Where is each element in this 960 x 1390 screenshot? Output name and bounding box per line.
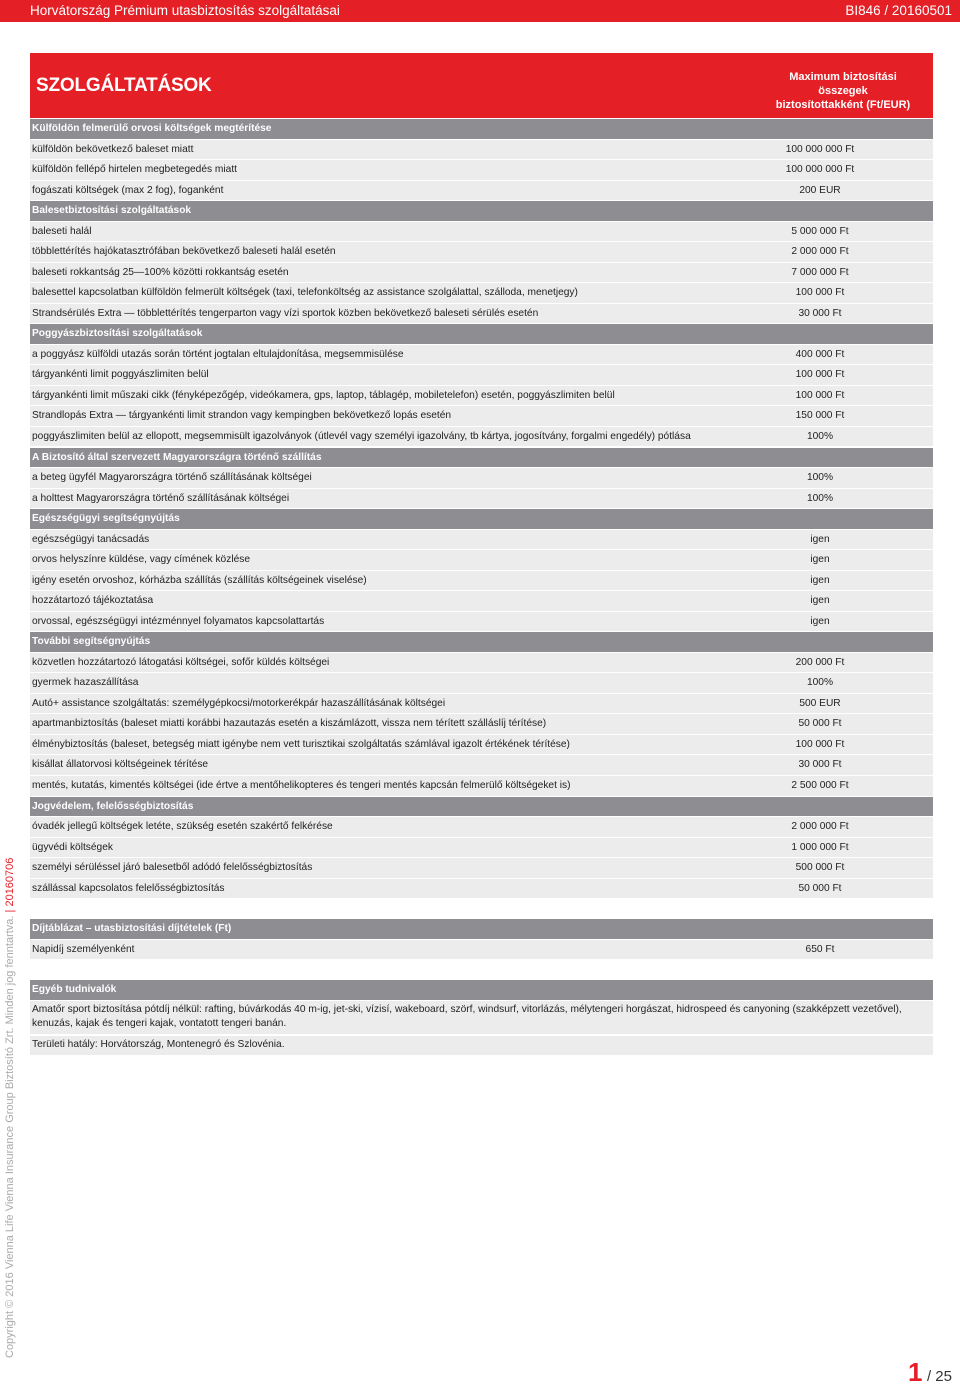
section-header: [30, 324, 933, 344]
services-table: [30, 119, 933, 899]
table-row: [30, 365, 933, 385]
row-label: baleseti halál: [32, 225, 92, 237]
row-value: 30 000 Ft: [798, 307, 842, 319]
table-row: [30, 427, 933, 447]
row-value: 100%: [806, 430, 834, 442]
copyright-code: 20160706: [4, 857, 16, 907]
row-label: külföldön bekövetkező baleset miatt: [32, 143, 194, 155]
row-value: 500 EUR: [799, 697, 841, 709]
table-row: [30, 283, 933, 303]
row-value: 100 000 000 Ft: [785, 143, 855, 155]
row-value: 150 000 Ft: [795, 410, 845, 422]
table-row: [30, 181, 933, 201]
table-row: [30, 386, 933, 406]
page-number: [908, 1357, 952, 1388]
services-title: SZOLGÁLTATÁSOK: [36, 75, 212, 96]
table-row: [30, 755, 933, 775]
section-header: [30, 201, 933, 221]
other-info-section-header: [30, 980, 933, 1000]
document-title: Horvátország Prémium utasbiztosítás szolgáltatásai: [30, 3, 340, 18]
table-row: [30, 735, 933, 755]
row-value: igen: [810, 574, 830, 586]
other-info-title: Egyéb tudnivalók: [32, 984, 117, 995]
row-label: óvadék jellegű költségek letéte, szükség esetén szakértő felkérése: [32, 821, 333, 833]
table-row: [30, 406, 933, 426]
row-label: mentés, kutatás, kimentés költségei (ide értve a mentőhelikopteres és tengeri mentés kapcsán felmerülő költségeket is): [32, 780, 571, 791]
row-value: 2 000 000 Ft: [791, 821, 849, 833]
table-row: [30, 571, 933, 591]
section-header: [30, 632, 933, 652]
fee-value: 650 Ft: [805, 943, 835, 955]
row-label: Strandsérülés Extra — többlettérítés tengerparton vagy vízi sportok közben bekövetkező baleseti sérülés esetén: [32, 307, 539, 319]
row-label: orvossal, egészségügyi intézménnyel folyamatos kapcsolattartás: [32, 615, 325, 627]
row-label: hozzátartozó tájékoztatása: [32, 595, 154, 607]
table-row: [30, 140, 933, 160]
row-label: szállással kapcsolatos felelősségbiztosítás: [32, 882, 225, 894]
copyright-sidebar: [4, 858, 16, 1358]
row-value: 100%: [806, 492, 834, 504]
row-label: élménybiztosítás (baleset, betegség miatt igénybe nem vett turisztikai szolgáltatás számlával igazolt értékének térítése): [32, 738, 570, 750]
row-value: igen: [810, 615, 830, 627]
row-value: 2 500 000 Ft: [791, 780, 849, 791]
table-row: [30, 858, 933, 878]
row-label: tárgyankénti limit poggyászlimiten belül: [32, 369, 209, 381]
row-value: 200 000 Ft: [795, 656, 845, 668]
row-value: 1 000 000 Ft: [791, 841, 849, 853]
amateur-sports-paragraph: Amatőr sport biztosítása pótdíj nélkül: rafting, búvárkodás 40 m-ig, jet-ski, vízisí, wakeboard, szörf, windsurf, vitorlázás, mélytengeri horgászat, hidrospeed és canyoning (szakképzett vezetővel), kenuzás, kajak és tengeri kajak, vontatott tengeri banán.: [30, 1001, 933, 1034]
section-title: További segítségnyújtás: [32, 636, 151, 648]
row-label: Autó+ assistance szolgáltatás: személygépkocsi/motorkerékpár hazaszállításának költségei: [32, 697, 446, 709]
section-header: [30, 797, 933, 817]
table-row: [30, 879, 933, 899]
row-label: balesettel kapcsolatban külföldön felmerült költségek (taxi, telefonköltség az assistance szolgálattal, szálloda, menetjegy): [32, 287, 578, 299]
copyright-separator: |: [4, 909, 16, 913]
row-label: kisállat állatorvosi költségeinek térítése: [32, 759, 209, 771]
row-value: 30 000 Ft: [798, 759, 842, 771]
territorial-scope-paragraph: Területi hatály: Horvátország, Montenegró és Szlovénia.: [30, 1036, 933, 1055]
row-label: gyermek hazaszállítása: [32, 677, 139, 689]
top-bar: [0, 0, 960, 22]
services-header: [30, 53, 933, 118]
section-header: [30, 509, 933, 529]
row-label: fogászati költségek (max 2 fog), foganként: [32, 184, 224, 196]
section-header: [30, 119, 933, 139]
table-row: [30, 653, 933, 673]
row-label: a beteg ügyfél Magyarországra történő szállításának költségei: [32, 472, 312, 484]
fees-title: Díjtáblázat – utasbiztosítási díjtételek (Ft): [32, 923, 232, 934]
fees-block: [30, 919, 933, 960]
fee-row: [30, 940, 933, 960]
section-header: [30, 448, 933, 468]
row-value: 100 000 Ft: [795, 389, 845, 401]
fee-label: Napidíj személyenként: [32, 943, 135, 955]
row-value: igen: [810, 595, 830, 607]
row-value: 100 000 Ft: [795, 738, 845, 750]
row-label: igény esetén orvoshoz, kórházba szállítás (szállítás költségeinek viselése): [32, 574, 367, 586]
row-value: 100 000 Ft: [795, 287, 845, 299]
table-row: [30, 530, 933, 550]
row-value: 50 000 Ft: [798, 882, 842, 894]
table-row: [30, 612, 933, 632]
table-row: [30, 673, 933, 693]
row-label: személyi sérüléssel járó balesetből adódó felelősségbiztosítás: [32, 862, 313, 874]
max-amounts-line1: Maximum biztosítási összegek: [789, 71, 897, 97]
table-row: [30, 263, 933, 283]
row-label: a poggyász külföldi utazás során történt jogtalan eltulajdonítása, megsemmisülése: [32, 348, 404, 360]
row-label: közvetlen hozzátartozó látogatási költségei, sofőr küldés költségei: [32, 656, 330, 668]
row-value: 200 EUR: [799, 184, 841, 196]
row-value: 100%: [806, 677, 834, 689]
table-row: [30, 591, 933, 611]
row-label: külföldön fellépő hirtelen megbetegedés miatt: [32, 164, 238, 176]
section-title: Poggyászbiztosítási szolgáltatások: [32, 328, 203, 340]
table-row: [30, 222, 933, 242]
table-row: [30, 242, 933, 262]
row-value: 7 000 000 Ft: [791, 266, 849, 278]
section-title: A Biztosító által szervezett Magyarországra történő szállítás: [32, 451, 322, 463]
row-label: orvos helyszínre küldése, vagy címének közlése: [32, 554, 251, 566]
row-label: poggyászlimiten belül az ellopott, megsemmisült igazolványok (útlevél vagy személyi igazolvány, tb kártya, jogosítvány, forgalmi engedély) pótlása: [32, 430, 691, 442]
table-row: [30, 694, 933, 714]
row-label: egészségügyi tanácsadás: [32, 533, 150, 545]
row-value: 100 000 Ft: [795, 369, 845, 381]
row-label: a holttest Magyarországra történő szállításának költségei: [32, 492, 290, 504]
row-label: többlettérítés hajókatasztrófában bekövetkező baleseti halál esetén: [32, 246, 336, 258]
row-label: apartmanbiztosítás (baleset miatti korábbi hazautazás esetén a kiszámlázott, vissza nem térített szálláslíj térítése): [32, 718, 547, 730]
table-row: [30, 838, 933, 858]
table-row: [30, 550, 933, 570]
row-value: 100 000 000 Ft: [785, 164, 855, 176]
row-label: tárgyankénti limit műszaki cikk (fényképezőgép, videókamera, gps, laptop, táblagép, mobiletelefon) esetén, poggyászlimiten belül: [32, 389, 615, 401]
section-title: Egészségügyi segítségnyújtás: [32, 513, 180, 525]
row-label: baleseti rokkantság 25—100% közötti rokkantság esetén: [32, 266, 289, 278]
table-row: [30, 468, 933, 488]
max-amounts-line2: biztosítottakként (Ft/EUR): [775, 99, 911, 111]
row-value: 2 000 000 Ft: [791, 246, 849, 258]
section-title: Jogvédelem, felelősségbiztosítás: [32, 800, 194, 812]
copyright-text: Copyright © 2016 Vienna Life Vienna Insurance Group Biztosító Zrt. Minden jog fenntartva.: [4, 915, 16, 1358]
row-value: 100%: [806, 472, 834, 484]
fees-section-header: [30, 919, 933, 939]
section-title: Balesetbiztosítási szolgáltatások: [32, 205, 192, 217]
other-info-block: [30, 980, 933, 1057]
document-code: BI846 / 20160501: [845, 3, 952, 18]
table-row: [30, 345, 933, 365]
row-label: Strandlopás Extra — tárgyankénti limit strandon vagy kempingben bekövetkező lopás esetén: [32, 410, 452, 422]
row-value: 5 000 000 Ft: [791, 225, 849, 237]
table-row: [30, 160, 933, 180]
row-label: ügyvédi költségek: [32, 841, 113, 853]
row-value: 500 000 Ft: [795, 862, 845, 874]
page-current: 1: [908, 1357, 923, 1387]
row-value: igen: [810, 533, 830, 545]
max-amounts-heading: [763, 70, 923, 112]
table-row: [30, 489, 933, 509]
row-value: 50 000 Ft: [798, 718, 842, 730]
table-row: [30, 776, 933, 796]
row-value: 400 000 Ft: [795, 348, 845, 360]
section-title: Külföldön felmerülő orvosi költségek megtérítése: [32, 123, 272, 134]
table-row: [30, 714, 933, 734]
table-row: [30, 817, 933, 837]
table-row: [30, 304, 933, 324]
row-value: igen: [810, 554, 830, 566]
page-total: / 25: [926, 1368, 952, 1385]
